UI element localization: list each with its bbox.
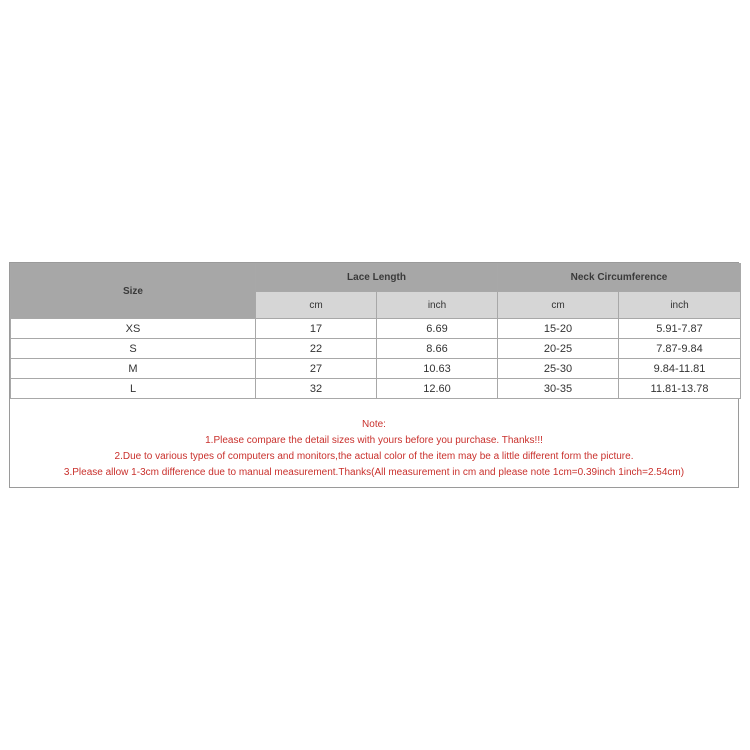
lace-cm-cell: 22: [256, 339, 377, 359]
neck-inch-cell: 5.91-7.87: [619, 319, 741, 339]
table-row: [11, 379, 741, 399]
lace-length-header: Lace Length: [256, 264, 498, 292]
size-chart: [9, 262, 739, 488]
lace-inch-cell: 12.60: [377, 379, 498, 399]
lace-inch-header: inch: [377, 292, 498, 319]
size-cell: L: [11, 379, 256, 399]
lace-cm-cell: 27: [256, 359, 377, 379]
size-cell: M: [11, 359, 256, 379]
neck-inch-cell: 9.84-11.81: [619, 359, 741, 379]
size-cell: XS: [11, 319, 256, 339]
neck-cm-cell: 30-35: [498, 379, 619, 399]
notes-section: [10, 399, 738, 481]
lace-inch-cell: 6.69: [377, 319, 498, 339]
notes-title: Note:: [362, 419, 386, 430]
size-column-header: Size: [11, 264, 256, 319]
lace-cm-cell: 32: [256, 379, 377, 399]
lace-cm-cell: 17: [256, 319, 377, 339]
neck-cm-header: cm: [498, 292, 619, 319]
lace-inch-cell: 10.63: [377, 359, 498, 379]
table-row: [11, 339, 741, 359]
lace-cm-header: cm: [256, 292, 377, 319]
note-line: 1.Please compare the detail sizes with yours before you purchase. Thanks!!!: [205, 435, 543, 446]
note-line: 2.Due to various types of computers and monitors,the actual color of the item may be a little different form the picture.: [114, 451, 634, 462]
neck-cm-cell: 15-20: [498, 319, 619, 339]
note-line: 3.Please allow 1-3cm difference due to manual measurement.Thanks(All measurement in cm and please note 1cm=0.39inch 1inch=2.54cm): [63, 467, 685, 478]
table-row: [11, 319, 741, 339]
table-row: [11, 359, 741, 379]
size-table: [10, 263, 741, 399]
size-cell: S: [11, 339, 256, 359]
neck-inch-cell: 7.87-9.84: [619, 339, 741, 359]
neck-inch-header: inch: [619, 292, 741, 319]
header-row-groups: [11, 264, 741, 292]
neck-cm-cell: 20-25: [498, 339, 619, 359]
neck-inch-cell: 11.81-13.78: [619, 379, 741, 399]
lace-inch-cell: 8.66: [377, 339, 498, 359]
neck-circumference-header: Neck Circumference: [498, 264, 741, 292]
neck-cm-cell: 25-30: [498, 359, 619, 379]
